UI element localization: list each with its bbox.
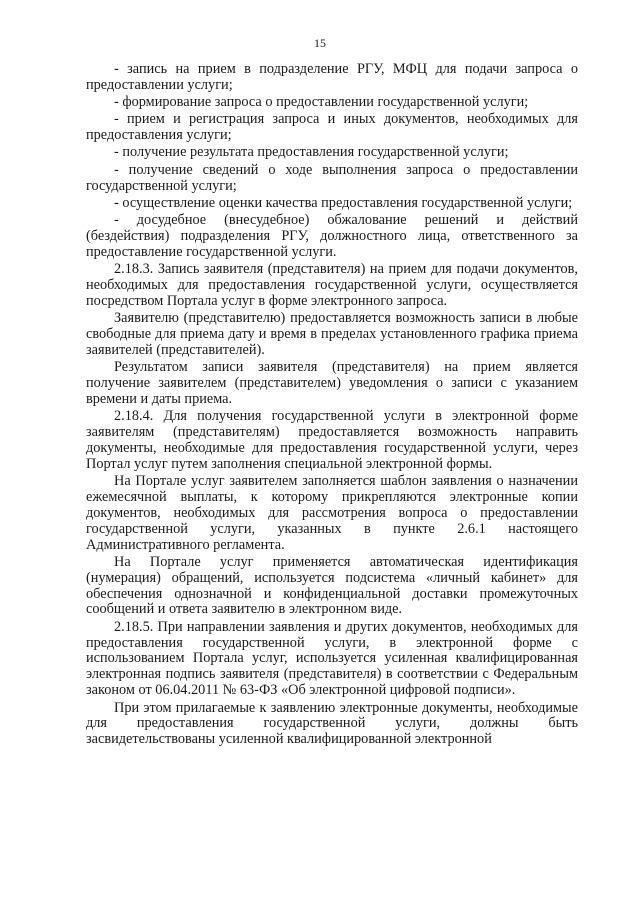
list-item: - запись на прием в подразделение РГУ, МФЦ для подачи запроса о предоставлении услуги; — [86, 61, 578, 93]
page-number: 15 — [314, 36, 326, 50]
document-body — [86, 62, 578, 750]
paragraph: 2.18.5. При направлении заявления и других документов, необходимых для предоставления государственной услуги, в электронной форме с использованием Портала услуг, используется усиленная квалифицированная электронная подпись заявителя (представителя) в соответствии с Федеральным законом от 06.04.2011 № 63-ФЗ «Об электронной цифровой подписи». — [86, 618, 578, 699]
list-item: - досудебное (внесудебное) обжалование решений и действий (бездействия) подразделения РГУ, должностного лица, ответственного за предоставление государственной услуги. — [86, 211, 578, 260]
paragraph: Заявителю (представителю) предоставляется возможность записи в любые свободные для приема дату и время в пределах установленного графика приема заявителей (представителей). — [86, 309, 578, 358]
paragraph: При этом прилагаемые к заявлению электронные документы, необходимые для предоставления государственной услуги, должны быть засвидетельствованы усиленной квалифицированной электронной — [86, 699, 578, 748]
paragraph: 2.18.3. Запись заявителя (представителя) на прием для подачи документов, необходимых для предоставления государственной услуги, осуществляется посредством Портала услуг в форме электронного запроса. — [86, 260, 578, 309]
paragraph: На Портале услуг применяется автоматическая идентификация (нумерация) обращений, используется подсистема «личный кабинет» для обеспечения однозначной и конфиденциальной доставки промежуточных сообщений и ответа заявителю в электронном виде. — [86, 553, 578, 618]
list-item: - получение сведений о ходе выполнения запроса о предоставлении государственной услуги; — [86, 161, 578, 194]
list-item: - получение результата предоставления государственной услуги; — [114, 144, 509, 161]
list-item: - формирование запроса о предоставлении государственной услуги; — [114, 94, 529, 111]
list-item: - прием и регистрация запроса и иных документов, необходимых для предоставления услуги; — [86, 111, 578, 144]
list-item: - осуществление оценки качества предоставления государственной услуги; — [114, 194, 573, 211]
paragraph: 2.18.4. Для получения государственной услуги в электронной форме заявителям (представителям) предоставляется возможность направить документы, необходимые для предоставления государственной услуги, через Портал услуг путем заполнения специальной электронной формы. — [86, 408, 578, 472]
paragraph: Результатом записи заявителя (представителя) на прием является получение заявителем (представителем) уведомления о записи с указанием времени и даты приема. — [86, 358, 578, 407]
paragraph: На Портале услуг заявителем заполняется шаблон заявления о назначении ежемесячной выплаты, к которому прикрепляются электронные копии документов, необходимых для рассмотрения вопроса о предоставлении государственной услуги, указанных в пункте 2.6.1 настоящего Административного регламента. — [86, 472, 578, 553]
